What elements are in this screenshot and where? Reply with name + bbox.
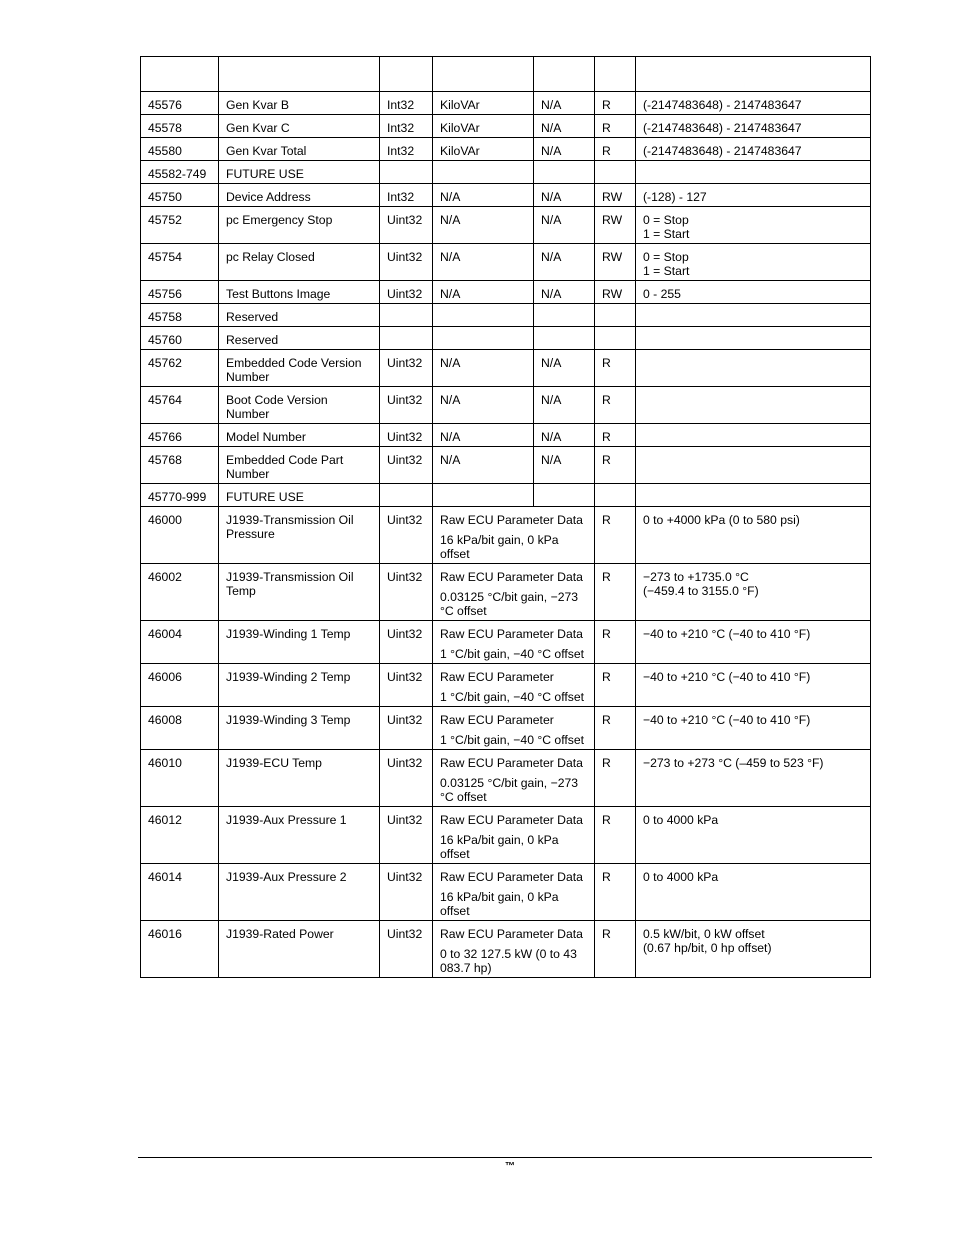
range-cell [636, 447, 871, 484]
scale-cell: N/A [534, 184, 595, 207]
units-cell: KiloVAr [433, 115, 534, 138]
table-row [141, 244, 871, 281]
range-line: (−459.4 to 3155.0 °F) [643, 584, 759, 598]
range-cell [636, 484, 871, 507]
table-row [141, 350, 871, 387]
parameter-name-cell: J1939-Winding 1 Temp [219, 621, 380, 664]
raw-ecu-cell [433, 664, 595, 707]
raw-scaling-text: 0.03125 °C/bit gain, −273 °C offset [440, 776, 579, 804]
raw-scaling-text: 1 °C/bit gain, −40 °C offset [440, 690, 585, 704]
scale-cell: N/A [534, 281, 595, 304]
raw-parameter-label: Raw ECU Parameter [440, 713, 554, 727]
header-cell-range [636, 57, 871, 92]
data-type-cell: Uint32 [380, 424, 433, 447]
access-cell: R [595, 750, 636, 807]
table-row [141, 161, 871, 184]
range-cell [636, 807, 871, 864]
range-line: 0 to 4000 kPa [643, 870, 719, 884]
range-line: −273 to +273 °C (–459 to 523 °F) [643, 756, 824, 770]
parameter-name-cell: pc Relay Closed [219, 244, 380, 281]
range-cell [636, 621, 871, 664]
parameter-name-cell: Gen Kvar B [219, 92, 380, 115]
units-cell: N/A [433, 424, 534, 447]
raw-scaling-text: 1 °C/bit gain, −40 °C offset [440, 733, 585, 747]
parameter-name-cell: Device Address [219, 184, 380, 207]
range-cell [636, 244, 871, 281]
table-row [141, 92, 871, 115]
table-row [141, 424, 871, 447]
range-line: 0 = Stop [643, 213, 689, 227]
access-cell [595, 304, 636, 327]
address-cell: 45580 [141, 138, 219, 161]
parameter-name-cell: J1939-Aux Pressure 1 [219, 807, 380, 864]
range-line: −40 to +210 °C (−40 to 410 °F) [643, 713, 811, 727]
units-cell: N/A [433, 387, 534, 424]
address-cell: 45752 [141, 207, 219, 244]
header-cell-address [141, 57, 219, 92]
range-line: (-2147483648) - 2147483647 [643, 98, 802, 112]
address-cell: 45576 [141, 92, 219, 115]
table-row [141, 327, 871, 350]
raw-ecu-cell [433, 707, 595, 750]
access-cell [595, 161, 636, 184]
address-cell: 45578 [141, 115, 219, 138]
access-cell: RW [595, 281, 636, 304]
range-cell [636, 115, 871, 138]
table-row [141, 387, 871, 424]
address-cell: 46014 [141, 864, 219, 921]
range-cell [636, 664, 871, 707]
range-cell [636, 864, 871, 921]
units-cell: N/A [433, 281, 534, 304]
data-type-cell: Uint32 [380, 350, 433, 387]
scale-cell: N/A [534, 350, 595, 387]
data-type-cell: Uint32 [380, 921, 433, 978]
raw-ecu-cell [433, 507, 595, 564]
raw-parameter-label: Raw ECU Parameter Data [440, 927, 583, 941]
table-body [141, 92, 871, 978]
range-cell [636, 921, 871, 978]
range-line: (-2147483648) - 2147483647 [643, 121, 802, 135]
data-type-cell: Uint32 [380, 447, 433, 484]
header-cell-scale [534, 57, 595, 92]
units-cell [433, 484, 534, 507]
range-line: 0.5 kW/bit, 0 kW offset [643, 927, 765, 941]
table-row [141, 707, 871, 750]
parameter-name-cell: Model Number [219, 424, 380, 447]
data-type-cell: Uint32 [380, 387, 433, 424]
range-cell [636, 564, 871, 621]
address-cell: 45764 [141, 387, 219, 424]
table-row [141, 750, 871, 807]
range-cell [636, 138, 871, 161]
scale-cell: N/A [534, 244, 595, 281]
raw-ecu-cell [433, 750, 595, 807]
access-cell: R [595, 564, 636, 621]
units-cell: N/A [433, 447, 534, 484]
units-cell: KiloVAr [433, 92, 534, 115]
access-cell: R [595, 447, 636, 484]
address-cell: 45756 [141, 281, 219, 304]
access-cell: RW [595, 207, 636, 244]
scale-cell [534, 484, 595, 507]
parameter-name-cell: Embedded Code Version Number [219, 350, 380, 387]
raw-parameter-label: Raw ECU Parameter Data [440, 813, 583, 827]
parameter-name-cell: Boot Code Version Number [219, 387, 380, 424]
header-cell-type [380, 57, 433, 92]
raw-scaling-text: 16 kPa/bit gain, 0 kPa offset [440, 533, 559, 561]
table-row [141, 447, 871, 484]
address-cell: 45582-749 [141, 161, 219, 184]
access-cell: R [595, 138, 636, 161]
data-type-cell [380, 304, 433, 327]
range-cell [636, 707, 871, 750]
data-type-cell: Uint32 [380, 564, 433, 621]
table-row [141, 304, 871, 327]
raw-ecu-cell [433, 564, 595, 621]
range-line: −40 to +210 °C (−40 to 410 °F) [643, 627, 811, 641]
address-cell: 45754 [141, 244, 219, 281]
access-cell [595, 484, 636, 507]
parameter-name-cell: FUTURE USE [219, 484, 380, 507]
address-cell: 45750 [141, 184, 219, 207]
data-type-cell [380, 327, 433, 350]
data-type-cell [380, 161, 433, 184]
parameter-name-cell: Gen Kvar Total [219, 138, 380, 161]
access-cell: R [595, 424, 636, 447]
units-cell [433, 304, 534, 327]
raw-scaling-text: 16 kPa/bit gain, 0 kPa offset [440, 890, 559, 918]
data-type-cell: Int32 [380, 92, 433, 115]
table-row [141, 621, 871, 664]
parameter-name-cell: Reserved [219, 327, 380, 350]
range-cell [636, 281, 871, 304]
parameter-name-cell: FUTURE USE [219, 161, 380, 184]
address-cell: 46000 [141, 507, 219, 564]
scale-cell: N/A [534, 138, 595, 161]
units-cell: N/A [433, 350, 534, 387]
table-row [141, 138, 871, 161]
range-cell [636, 207, 871, 244]
range-line: (-2147483648) - 2147483647 [643, 144, 802, 158]
range-cell [636, 304, 871, 327]
units-cell: N/A [433, 244, 534, 281]
parameter-name-cell: J1939-Winding 3 Temp [219, 707, 380, 750]
scale-cell: N/A [534, 92, 595, 115]
table-row [141, 207, 871, 244]
footer-trademark: ™ [505, 1161, 515, 1172]
address-cell: 46016 [141, 921, 219, 978]
data-type-cell [380, 484, 433, 507]
parameter-name-cell: J1939-Winding 2 Temp [219, 664, 380, 707]
range-cell [636, 161, 871, 184]
parameter-name-cell: J1939-Aux Pressure 2 [219, 864, 380, 921]
range-line: 1 = Start [643, 227, 690, 241]
data-type-cell: Uint32 [380, 750, 433, 807]
raw-ecu-cell [433, 621, 595, 664]
table-row [141, 807, 871, 864]
access-cell: R [595, 664, 636, 707]
table-row [141, 664, 871, 707]
access-cell: R [595, 707, 636, 750]
address-cell: 45768 [141, 447, 219, 484]
units-cell: N/A [433, 184, 534, 207]
access-cell: R [595, 807, 636, 864]
data-type-cell: Int32 [380, 115, 433, 138]
table-row [141, 864, 871, 921]
register-table [140, 56, 871, 978]
raw-parameter-label: Raw ECU Parameter Data [440, 570, 583, 584]
raw-parameter-label: Raw ECU Parameter Data [440, 756, 583, 770]
table-header-row [141, 57, 871, 92]
table-row [141, 184, 871, 207]
raw-scaling-text: 0 to 32 127.5 kW (0 to 43 083.7 hp) [440, 947, 577, 975]
address-cell: 45762 [141, 350, 219, 387]
access-cell: R [595, 387, 636, 424]
header-cell-units [433, 57, 534, 92]
range-cell [636, 387, 871, 424]
parameter-name-cell: Reserved [219, 304, 380, 327]
table-row [141, 507, 871, 564]
address-cell: 45760 [141, 327, 219, 350]
address-cell: 46002 [141, 564, 219, 621]
access-cell: R [595, 350, 636, 387]
access-cell: R [595, 92, 636, 115]
data-type-cell: Uint32 [380, 664, 433, 707]
range-cell [636, 750, 871, 807]
address-cell: 45766 [141, 424, 219, 447]
address-cell: 45758 [141, 304, 219, 327]
parameter-name-cell: J1939-Rated Power [219, 921, 380, 978]
range-line: (-128) - 127 [643, 190, 707, 204]
raw-scaling-text: 0.03125 °C/bit gain, −273 °C offset [440, 590, 579, 618]
data-type-cell: Int32 [380, 138, 433, 161]
data-type-cell: Uint32 [380, 707, 433, 750]
access-cell: RW [595, 244, 636, 281]
access-cell [595, 327, 636, 350]
units-cell [433, 161, 534, 184]
raw-parameter-label: Raw ECU Parameter Data [440, 513, 583, 527]
range-line: 0 to +4000 kPa (0 to 580 psi) [643, 513, 800, 527]
raw-parameter-label: Raw ECU Parameter Data [440, 627, 583, 641]
range-line: 1 = Start [643, 264, 690, 278]
address-cell: 46006 [141, 664, 219, 707]
data-type-cell: Uint32 [380, 244, 433, 281]
access-cell: R [595, 621, 636, 664]
raw-parameter-label: Raw ECU Parameter [440, 670, 554, 684]
access-cell: R [595, 115, 636, 138]
range-line: 0 to 4000 kPa [643, 813, 719, 827]
footer-rule [138, 1157, 872, 1158]
table-row [141, 484, 871, 507]
table-row [141, 564, 871, 621]
scale-cell: N/A [534, 387, 595, 424]
access-cell: R [595, 507, 636, 564]
header-cell-access [595, 57, 636, 92]
range-cell [636, 350, 871, 387]
address-cell: 46012 [141, 807, 219, 864]
parameter-name-cell: pc Emergency Stop [219, 207, 380, 244]
range-line: −40 to +210 °C (−40 to 410 °F) [643, 670, 811, 684]
table-row [141, 115, 871, 138]
scale-cell: N/A [534, 115, 595, 138]
address-cell: 46008 [141, 707, 219, 750]
raw-parameter-label: Raw ECU Parameter Data [440, 870, 583, 884]
parameter-name-cell: J1939-ECU Temp [219, 750, 380, 807]
scale-cell: N/A [534, 447, 595, 484]
data-type-cell: Uint32 [380, 507, 433, 564]
address-cell: 46010 [141, 750, 219, 807]
scale-cell [534, 327, 595, 350]
raw-ecu-cell [433, 807, 595, 864]
data-type-cell: Uint32 [380, 621, 433, 664]
raw-scaling-text: 16 kPa/bit gain, 0 kPa offset [440, 833, 559, 861]
parameter-name-cell: Embedded Code Part Number [219, 447, 380, 484]
access-cell: RW [595, 184, 636, 207]
header-cell-name [219, 57, 380, 92]
parameter-name-cell: J1939-Transmission Oil Pressure [219, 507, 380, 564]
parameter-name-cell: Test Buttons Image [219, 281, 380, 304]
address-cell: 46004 [141, 621, 219, 664]
range-line: 0 = Stop [643, 250, 689, 264]
scale-cell [534, 304, 595, 327]
units-cell: N/A [433, 207, 534, 244]
data-type-cell: Uint32 [380, 864, 433, 921]
units-cell [433, 327, 534, 350]
data-type-cell: Uint32 [380, 207, 433, 244]
data-type-cell: Uint32 [380, 807, 433, 864]
raw-ecu-cell [433, 864, 595, 921]
scale-cell: N/A [534, 424, 595, 447]
range-line: 0 - 255 [643, 287, 681, 301]
scale-cell [534, 161, 595, 184]
scale-cell: N/A [534, 207, 595, 244]
parameter-name-cell: Gen Kvar C [219, 115, 380, 138]
data-type-cell: Uint32 [380, 281, 433, 304]
range-cell [636, 327, 871, 350]
table-row [141, 281, 871, 304]
raw-scaling-text: 1 °C/bit gain, −40 °C offset [440, 647, 585, 661]
address-cell: 45770-999 [141, 484, 219, 507]
range-cell [636, 92, 871, 115]
data-type-cell: Int32 [380, 184, 433, 207]
access-cell: R [595, 921, 636, 978]
access-cell: R [595, 864, 636, 921]
raw-ecu-cell [433, 921, 595, 978]
parameter-name-cell: J1939-Transmission Oil Temp [219, 564, 380, 621]
units-cell: KiloVAr [433, 138, 534, 161]
range-line: −273 to +1735.0 °C [643, 570, 749, 584]
range-cell [636, 184, 871, 207]
range-cell [636, 424, 871, 447]
table-row [141, 921, 871, 978]
range-cell [636, 507, 871, 564]
range-line: (0.67 hp/bit, 0 hp offset) [643, 941, 772, 955]
